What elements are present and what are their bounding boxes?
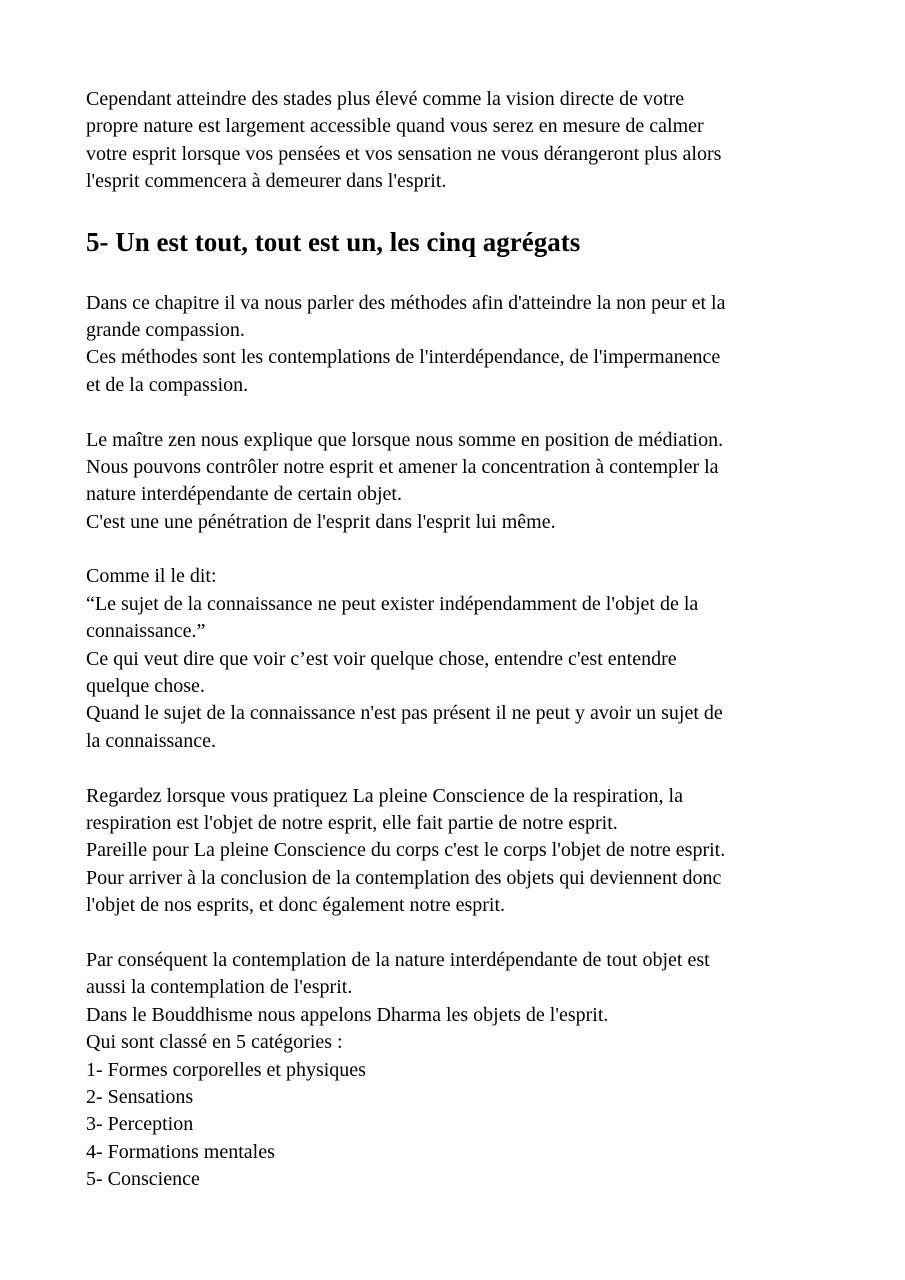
paragraph-breathing bbox=[86, 783, 866, 920]
text-line: Nous pouvons contrôler notre esprit et amener la concentration à contempler la bbox=[86, 455, 719, 478]
text-line: grande compassion. bbox=[86, 318, 245, 341]
paragraph-dharma bbox=[86, 947, 866, 1194]
text-line: respiration est l'objet de notre esprit, elle fait partie de notre esprit. bbox=[86, 811, 618, 834]
list-item: 1- Formes corporelles et physiques bbox=[86, 1058, 366, 1081]
text-line: Dans le Bouddhisme nous appelons Dharma les objets de l'esprit. bbox=[86, 1003, 609, 1026]
text-line: votre esprit lorsque vos pensées et vos sensation ne vous dérangeront plus alors bbox=[86, 142, 722, 165]
text-line: connaissance.” bbox=[86, 620, 206, 643]
list-item: 4- Formations mentales bbox=[86, 1140, 275, 1163]
paragraph-meditation bbox=[86, 427, 866, 537]
text-line: nature interdépendante de certain objet. bbox=[86, 483, 402, 506]
list-item: 3- Perception bbox=[86, 1113, 194, 1136]
text-line: Le maître zen nous explique que lorsque nous somme en position de médiation. bbox=[86, 428, 724, 451]
text-line: quelque chose. bbox=[86, 675, 205, 698]
text-line: Ce qui veut dire que voir c’est voir quelque chose, entendre c'est entendre bbox=[86, 647, 677, 670]
text-line: l'objet de nos esprits, et donc également notre esprit. bbox=[86, 894, 506, 917]
text-line: Qui sont classé en 5 catégories : bbox=[86, 1031, 343, 1054]
text-line: Regardez lorsque vous pratiquez La pleine Conscience de la respiration, la bbox=[86, 784, 683, 807]
text-line: “Le sujet de la connaissance ne peut exister indépendamment de l'objet de la bbox=[86, 592, 699, 615]
text-line: la connaissance. bbox=[86, 729, 216, 752]
text-line: et de la compassion. bbox=[86, 373, 249, 396]
list-item: 5- Conscience bbox=[86, 1168, 200, 1191]
paragraph-gap bbox=[86, 536, 866, 563]
text-line: C'est une une pénétration de l'esprit dans l'esprit lui même. bbox=[86, 510, 556, 533]
text-line: Dans ce chapitre il va nous parler des méthodes afin d'atteindre la non peur et la bbox=[86, 291, 726, 314]
text-line: Ces méthodes sont les contemplations de l'interdépendance, de l'impermanence bbox=[86, 346, 721, 369]
text-line: l'esprit commencera à demeurer dans l'esprit. bbox=[86, 170, 447, 193]
paragraph-quote bbox=[86, 563, 866, 755]
text-line: Quand le sujet de la connaissance n'est pas présent il ne peut y avoir un sujet de bbox=[86, 702, 723, 725]
text-line: Cependant atteindre des stades plus élevé comme la vision directe de votre bbox=[86, 88, 685, 110]
section-heading: 5- Un est tout, tout est un, les cinq agrégats bbox=[86, 226, 581, 257]
document-page bbox=[86, 86, 866, 1193]
text-line: aussi la contemplation de l'esprit. bbox=[86, 976, 353, 999]
text-line: Comme il le dit: bbox=[86, 565, 217, 588]
text-line: Par conséquent la contemplation de la nature interdépendante de tout objet est bbox=[86, 948, 710, 971]
list-item: 2- Sensations bbox=[86, 1085, 194, 1108]
paragraph-gap bbox=[86, 755, 866, 782]
paragraph-gap bbox=[86, 399, 866, 426]
text-line: propre nature est largement accessible quand vous serez en mesure de calmer bbox=[86, 115, 704, 138]
paragraph-methods bbox=[86, 290, 866, 400]
paragraph-gap bbox=[86, 920, 866, 947]
text-line: Pareille pour La pleine Conscience du corps c'est le corps l'objet de notre esprit. bbox=[86, 839, 726, 862]
intro-paragraph bbox=[86, 86, 866, 196]
text-line: Pour arriver à la conclusion de la contemplation des objets qui deviennent donc bbox=[86, 866, 722, 889]
